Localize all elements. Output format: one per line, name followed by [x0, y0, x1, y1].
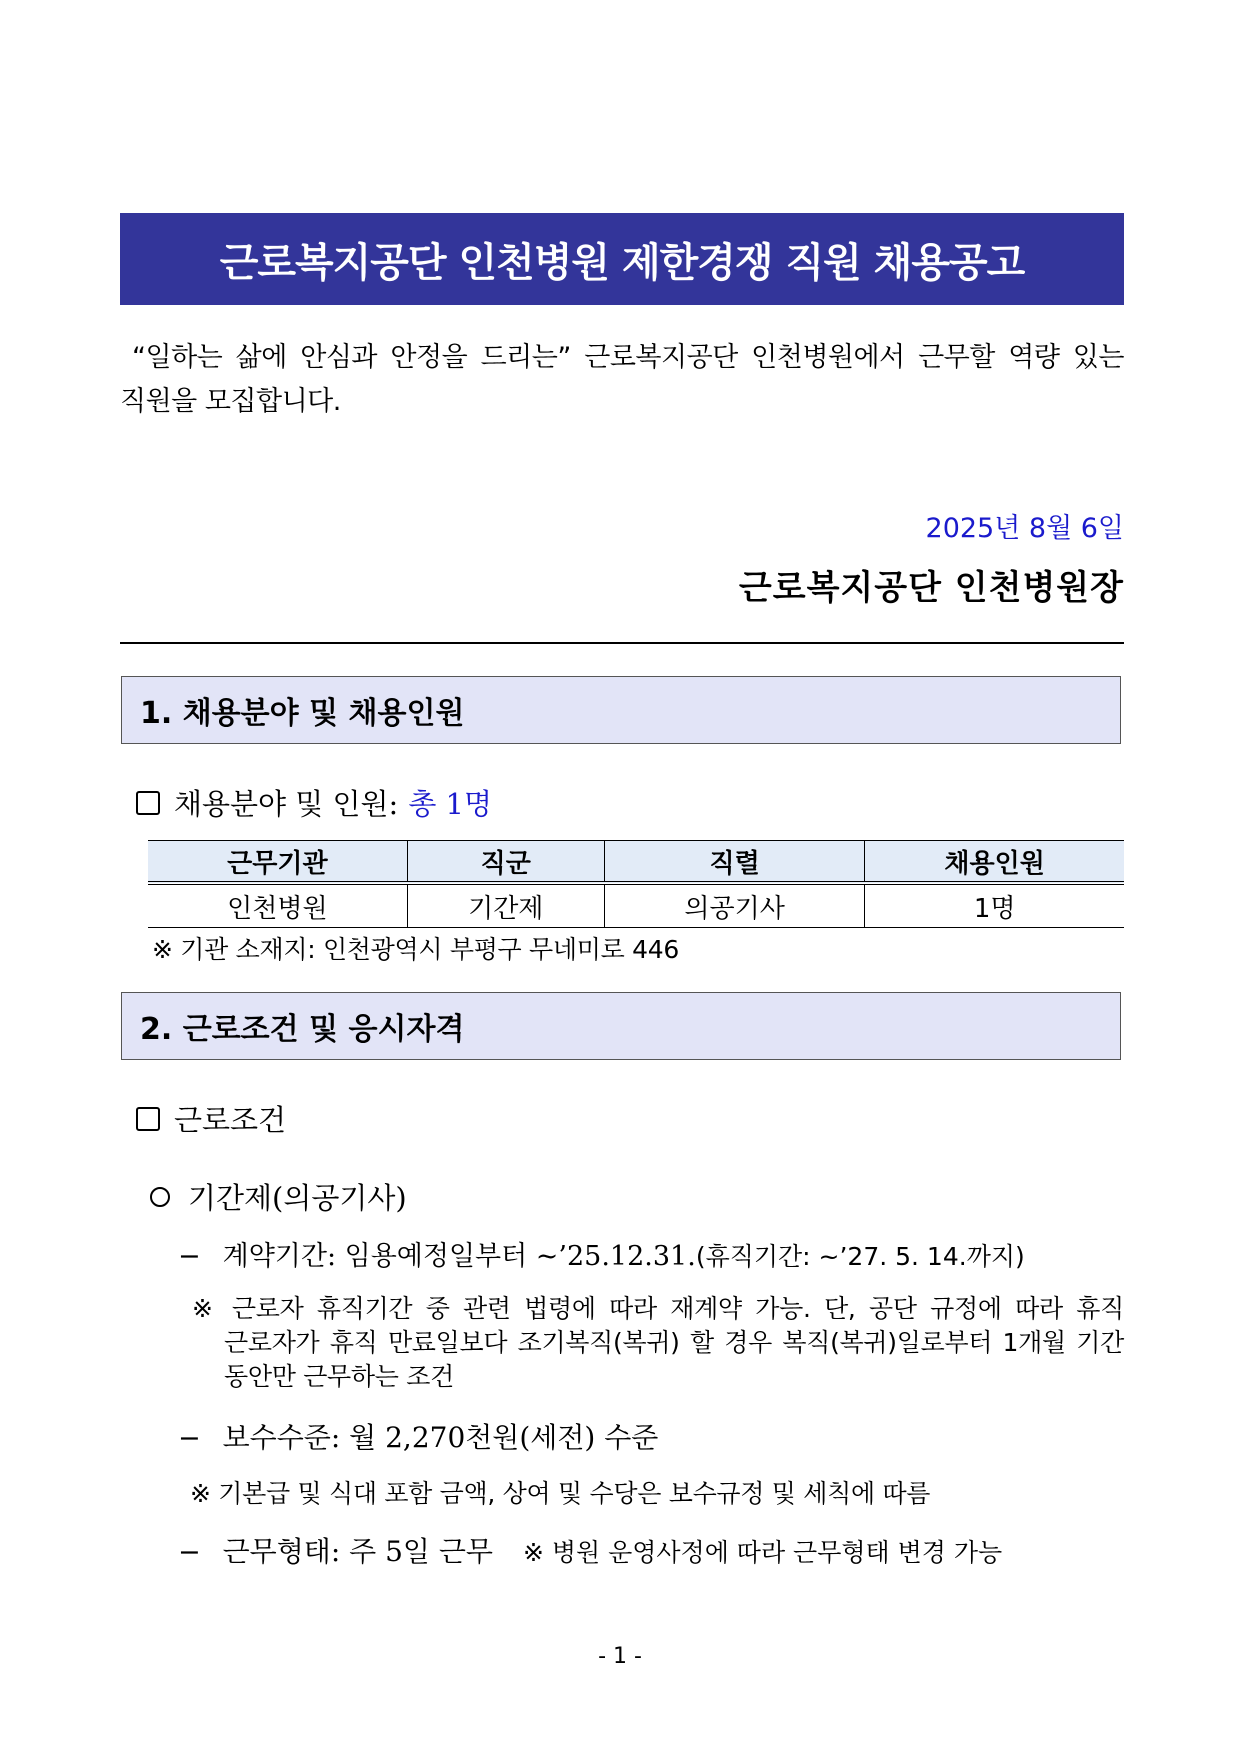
- recruit-table: [148, 840, 1124, 928]
- recruit-summary: [136, 782, 492, 823]
- contract-period-suffix: (휴직기간: ~’27. 5. 14.까지): [695, 1242, 1025, 1271]
- table-header: 채용인원: [865, 841, 1124, 884]
- work-conditions-label: 근로조건: [174, 1103, 287, 1137]
- circle-bullet-icon: [150, 1187, 170, 1207]
- contract-period: [178, 1234, 1025, 1273]
- contract-note: [192, 1292, 1124, 1394]
- pay-note: ※ 기본급 및 식대 포함 금액, 상여 및 수당은 보수규정 및 세칙에 따름: [190, 1479, 931, 1508]
- page-title: 근로복지공단 인천병원 제한경쟁 직원 채용공고: [120, 213, 1124, 305]
- work-type-note: ※ 병원 운영사정에 따라 근무형태 변경 가능: [522, 1538, 1003, 1567]
- section-2-heading: 2. 근로조건 및 응시자격: [121, 992, 1121, 1060]
- work-conditions-item: [136, 1098, 286, 1139]
- dash-bullet: −: [178, 1241, 201, 1272]
- table-header-row: [148, 841, 1124, 884]
- intro-line-2: 직원을 모집합니다.: [120, 386, 341, 417]
- pay-level-label: 보수수준: 월 2,270천원(세전) 수준: [222, 1421, 659, 1454]
- intro-paragraph: [120, 336, 1124, 424]
- notice-date: 2025년 8월 6일: [925, 513, 1124, 544]
- page-number: - 1 -: [598, 1644, 642, 1669]
- table-header: 근무기관: [148, 841, 407, 884]
- table-cell: 의공기사: [604, 883, 864, 928]
- table-row: [148, 883, 1124, 928]
- section-1-heading: 1. 채용분야 및 채용인원: [121, 676, 1121, 744]
- notice-signer: 근로복지공단 인천병원장: [738, 568, 1124, 608]
- table-header: 직군: [407, 841, 604, 884]
- recruit-summary-value: 총 1명: [408, 787, 493, 821]
- table-cell: 기간제: [407, 883, 604, 928]
- work-type: [178, 1530, 1002, 1570]
- table-header: 직렬: [604, 841, 864, 884]
- work-type-label: 근무형태: 주 5일 근무: [222, 1535, 493, 1568]
- dash-bullet: −: [178, 1423, 201, 1454]
- recruit-summary-label: 채용분야 및 인원:: [174, 787, 399, 821]
- table-cell: 인천병원: [148, 883, 407, 928]
- position-subitem-label: 기간제(의공기사): [188, 1181, 407, 1215]
- contract-note-line-3: 동안만 근무하는 조건: [224, 1362, 454, 1391]
- divider: [120, 642, 1124, 644]
- contract-period-label: 계약기간: 임용예정일부터 ~’25.12.31.: [222, 1241, 696, 1272]
- intro-line-1: “일하는 삶에 안심과 안정을 드리는” 근로복지공단 인천병원에서 근무할 역량 있는: [132, 342, 1124, 373]
- contract-note-line-1: ※ 근로자 휴직기간 중 관련 법령에 따라 재계약 가능. 단, 공단 규정에 따라 휴직: [192, 1294, 1124, 1323]
- table-cell: 1명: [865, 883, 1124, 928]
- pay-level: [178, 1416, 658, 1456]
- dash-bullet: −: [178, 1537, 201, 1568]
- location-note: ※ 기관 소재지: 인천광역시 부평구 무네미로 446: [152, 935, 679, 964]
- square-bullet-icon: [136, 791, 160, 815]
- position-subitem: [150, 1176, 407, 1217]
- square-bullet-icon: [136, 1107, 160, 1131]
- contract-note-line-2: 근로자가 휴직 만료일보다 조기복직(복귀) 할 경우 복직(복귀)일로부터 1개월 기간: [224, 1328, 1124, 1357]
